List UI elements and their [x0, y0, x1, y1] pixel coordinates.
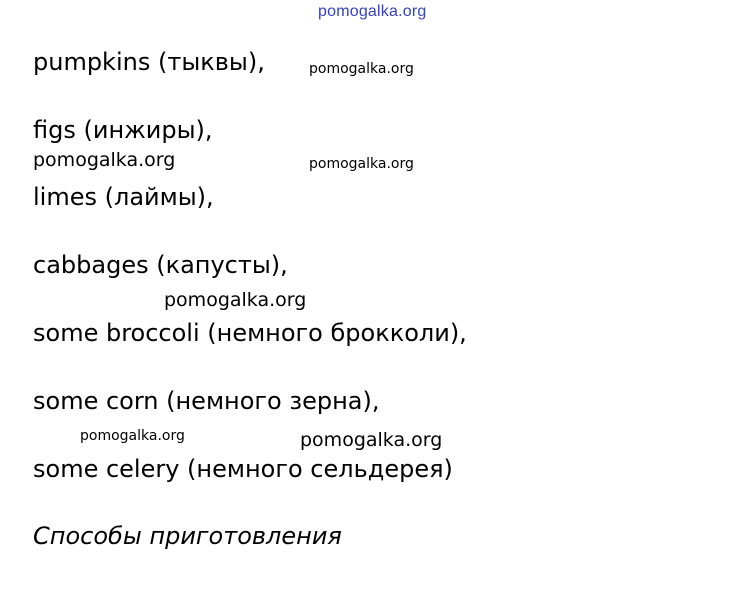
list-item-figs: figs (инжиры),	[33, 116, 213, 144]
watermark-top: pomogalka.org	[318, 3, 427, 20]
list-item-celery: some celery (немного сельдерея)	[33, 455, 453, 483]
watermark: pomogalka.org	[164, 289, 307, 311]
list-item-limes: limes (лаймы),	[33, 183, 214, 211]
list-item-cabbages: cabbages (капусты),	[33, 251, 288, 279]
watermark: pomogalka.org	[309, 156, 414, 172]
watermark: pomogalka.org	[309, 61, 414, 77]
list-item-corn: some corn (немного зерна),	[33, 387, 380, 415]
watermark: pomogalka.org	[300, 429, 443, 451]
watermark: pomogalka.org	[33, 149, 176, 171]
section-heading: Способы приготовления	[33, 522, 342, 550]
watermark: pomogalka.org	[80, 428, 185, 444]
list-item-pumpkins: pumpkins (тыквы),	[33, 48, 265, 76]
list-item-broccoli: some broccoli (немного брокколи),	[33, 319, 467, 347]
